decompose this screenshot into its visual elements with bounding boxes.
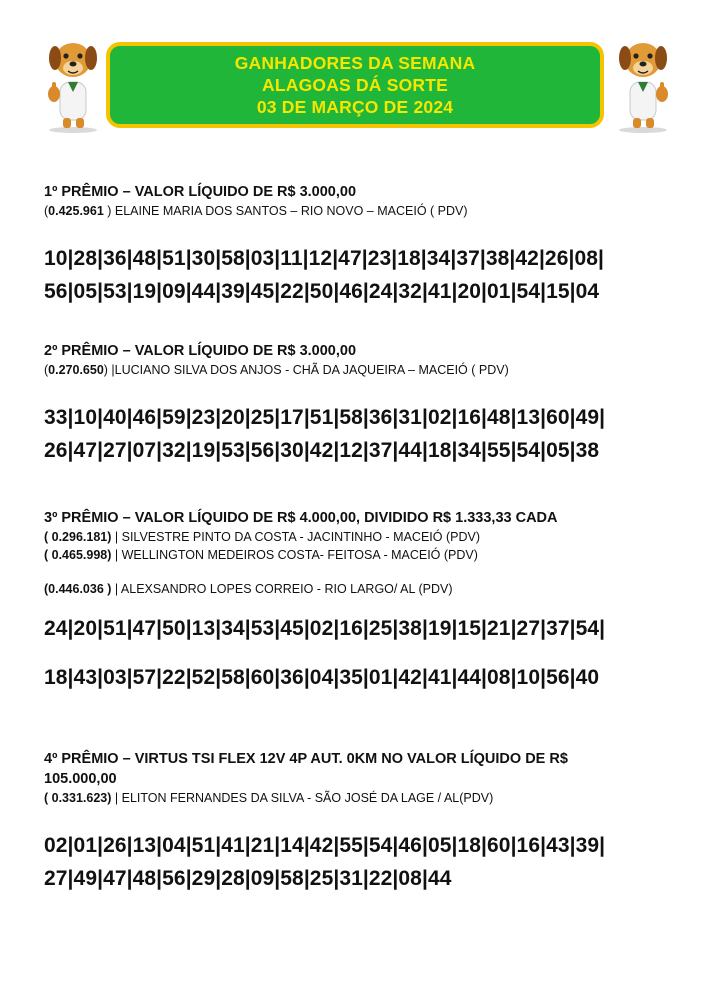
prize-1-numbers-line-2: 56|05|53|19|09|44|39|45|22|50|46|24|32|41|20|01|54|15|04	[44, 280, 600, 303]
prize-3-numbers-line-2: 18|43|03|57|22|52|58|60|36|04|35|01|42|41|44|08|10|56|40	[44, 666, 600, 689]
header-line-1: GANHADORES DA SEMANA	[234, 53, 476, 73]
prize-4-title-continued: 105.000,00	[44, 771, 117, 787]
dog-mascot-left-icon	[42, 34, 104, 134]
prize-2-section	[44, 341, 674, 467]
prize-3-title: 3º PRÊMIO – VALOR LÍQUIDO DE R$ 4.000,00, DIVIDIDO R$ 1.333,33 CADA	[44, 510, 558, 526]
prize-2-numbers-line-1: 33|10|40|46|59|23|20|25|17|51|58|36|31|02|16|48|13|60|49|	[44, 406, 606, 429]
prize-4-winner	[44, 789, 674, 807]
prize-3-winner-1	[44, 528, 674, 546]
header-line-2: ALAGOAS DÁ SORTE	[262, 75, 448, 95]
prize-4-numbers-line-2: 27|49|47|48|56|29|28|09|58|25|31|22|08|44	[44, 867, 452, 890]
prize-1-numbers-line-1: 10|28|36|48|51|30|58|03|11|12|47|23|18|34|37|38|42|26|08|	[44, 247, 604, 270]
winner-text: | WELLINGTON MEDEIROS COSTA- FEITOSA - MACEIÓ (PDV)	[111, 548, 478, 562]
winner-code: 0.425.961	[48, 204, 104, 218]
winner-code: 0.270.650	[48, 363, 104, 377]
winner-text: | SILVESTRE PINTO DA COSTA - JACINTINHO - MACEIÓ (PDV)	[111, 530, 480, 544]
winner-prefix: (	[44, 204, 49, 218]
prize-4-numbers-line-1: 02|01|26|13|04|51|41|21|14|42|55|54|46|05|18|60|16|43|39|	[44, 834, 606, 857]
winner-text: ) |LUCIANO SILVA DOS ANJOS - CHÃ DA JAQUEIRA – MACEIÓ ( PDV)	[103, 363, 509, 377]
winner-code: (0.446.036 )	[44, 582, 112, 596]
prize-3-section	[44, 508, 674, 694]
dog-mascot-right-icon	[612, 34, 674, 134]
prize-4-title: 4º PRÊMIO – VIRTUS TSI FLEX 12V 4P AUT. 0KM NO VALOR LÍQUIDO DE R$	[44, 751, 568, 767]
prize-1-winner	[44, 202, 674, 220]
prize-3-winner-3	[44, 580, 674, 598]
header-line-3: 03 DE MARÇO DE 2024	[256, 97, 454, 117]
header-banner	[106, 42, 604, 128]
prize-2-numbers-line-2: 26|47|27|07|32|19|53|56|30|42|12|37|44|18|34|55|54|05|38	[44, 439, 600, 462]
winner-text: | ELITON FERNANDES DA SILVA - SÃO JOSÉ DA LAGE / AL(PDV)	[111, 791, 494, 805]
prize-3-numbers-line-1: 24|20|51|47|50|13|34|53|45|02|16|25|38|19|15|21|27|37|54|	[44, 617, 606, 640]
winner-text: | ALEXSANDRO LOPES CORREIO - RIO LARGO/ AL (PDV)	[111, 582, 453, 596]
winner-text: ) ELAINE MARIA DOS SANTOS – RIO NOVO – MACEIÓ ( PDV)	[103, 204, 468, 218]
prize-2-winner	[44, 361, 674, 379]
winner-code: ( 0.465.998)	[44, 548, 112, 562]
prize-2-title: 2º PRÊMIO – VALOR LÍQUIDO DE R$ 3.000,00	[44, 343, 357, 359]
winner-code: ( 0.331.623)	[44, 791, 112, 805]
prize-1-section	[44, 182, 674, 308]
winner-prefix: (	[44, 363, 49, 377]
prize-4-section	[44, 749, 674, 895]
prize-1-title: 1º PRÊMIO – VALOR LÍQUIDO DE R$ 3.000,00	[44, 184, 357, 200]
prize-3-winner-2	[44, 546, 674, 564]
winner-code: ( 0.296.181)	[44, 530, 112, 544]
